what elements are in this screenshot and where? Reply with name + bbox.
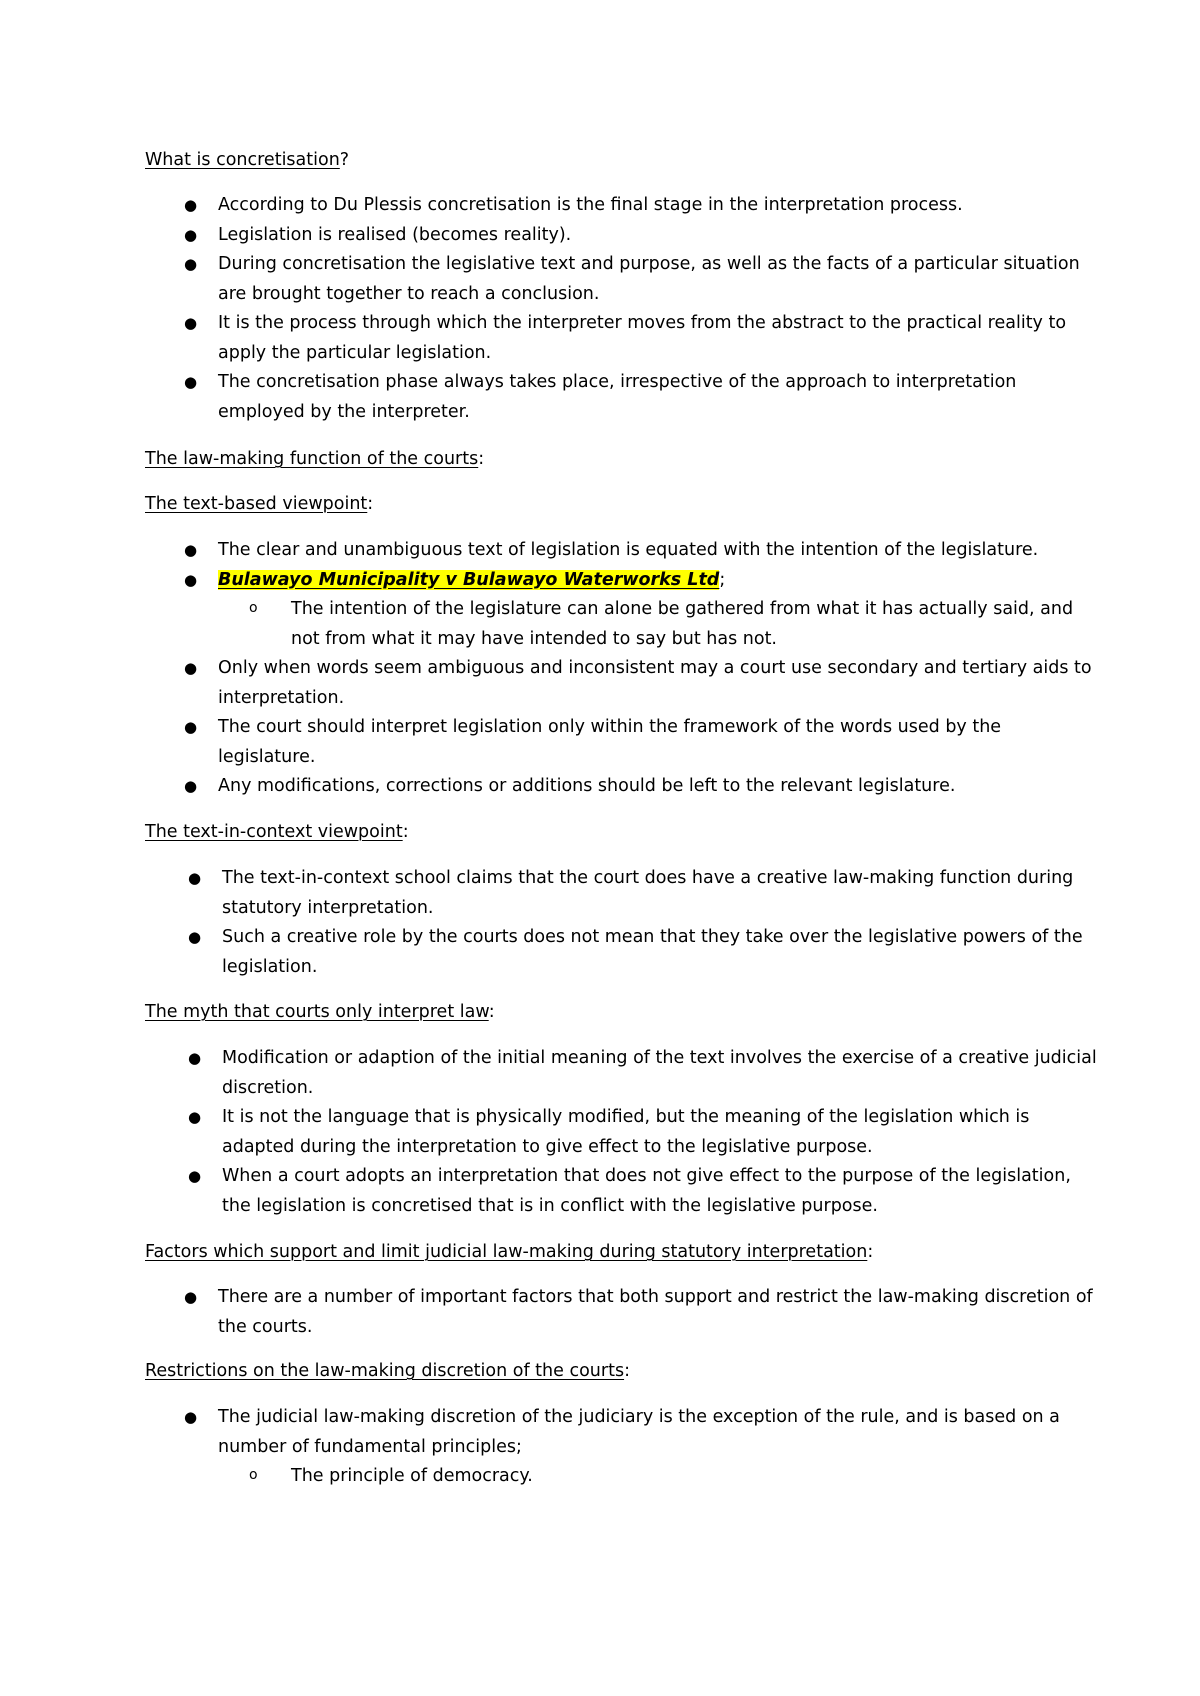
sub-bullet-icon: o xyxy=(249,600,258,616)
bullet-icon: ● xyxy=(184,196,198,214)
bullet-icon: ● xyxy=(184,541,198,559)
bullet-icon: ● xyxy=(184,1408,198,1426)
restrictions-list xyxy=(0,1403,1098,1492)
list-item: ● It is not the language that is physically modified, but the meaning of the legislation which is adapted during the interpretation to give effect to the legislative purpose. xyxy=(0,1103,1098,1162)
bullet-icon: ● xyxy=(184,225,198,244)
list-item: ● Bulawayo Municipality v Bulawayo Waterworks Ltd; xyxy=(0,566,1098,596)
section-heading-text-based: The text-based viewpoint: xyxy=(145,494,374,514)
list-item: ● The text-in-context school claims that the court does have a creative law-making function during statutory interpretation. xyxy=(0,864,1098,923)
section-heading-concretisation: What is concretisation? xyxy=(145,150,350,170)
list-item: ● The concretisation phase always takes place, irrespective of the approach to interpretation employed by the interpreter. xyxy=(0,368,1098,427)
list-item: ● Such a creative role by the courts does not mean that they take over the legislative powers of the legislation. xyxy=(0,923,1098,982)
sub-list-item: o The principle of democracy. xyxy=(0,1462,1091,1492)
bullet-icon: ● xyxy=(184,659,198,677)
section-heading-myth: The myth that courts only interpret law: xyxy=(145,1002,495,1022)
bullet-icon: ● xyxy=(188,928,202,946)
list-item: ● There are a number of important factors that both support and restrict the law-making discretion of the courts. xyxy=(0,1283,1098,1342)
bullet-icon: ● xyxy=(188,1049,202,1067)
list-item: ● The court should interpret legislation only within the framework of the words used by the legislature. xyxy=(0,713,1098,772)
bullet-icon: ● xyxy=(184,373,198,391)
text-based-list xyxy=(0,536,1098,802)
list-item: ● According to Du Plessis concretisation is the final stage in the interpretation process. xyxy=(0,191,1098,221)
list-item: ● Legislation is realised (becomes reality). xyxy=(0,221,1098,251)
case-citation: Bulawayo Municipality v Bulawayo Waterworks Ltd xyxy=(218,569,720,590)
bullet-icon: ● xyxy=(188,1167,202,1185)
sub-list-item: o The intention of the legislature can alone be gathered from what it has actually said, and not from what it may have intended to say but has not. xyxy=(0,595,1091,654)
section-heading-factors: Factors which support and limit judicial law-making during statutory interpretation: xyxy=(145,1242,874,1262)
list-item: ● Any modifications, corrections or additions should be left to the relevant legislature. xyxy=(0,772,1098,802)
list-item: ● Only when words seem ambiguous and inconsistent may a court use secondary and tertiary aids to interpretation. xyxy=(0,654,1098,713)
bullet-icon: ● xyxy=(188,869,202,887)
bullet-icon: ● xyxy=(188,1108,202,1126)
list-item: ● When a court adopts an interpretation that does not give effect to the purpose of the legislation, the legislation is concretised that is in conflict with the legislative purpose. xyxy=(0,1162,1098,1221)
section-heading-law-making: The law-making function of the courts: xyxy=(145,449,485,469)
list-item: ● It is the process through which the interpreter moves from the abstract to the practical reality to apply the particular legislation. xyxy=(0,309,1098,368)
concretisation-list xyxy=(0,191,1098,427)
list-item: ● During concretisation the legislative text and purpose, as well as the facts of a particular situation are brought together to reach a conclusion. xyxy=(0,250,1098,309)
bullet-icon: ● xyxy=(184,1288,198,1306)
sub-bullet-icon: o xyxy=(249,1467,258,1483)
section-heading-text-in-context: The text-in-context viewpoint: xyxy=(145,822,409,842)
myth-list xyxy=(0,1044,1098,1221)
bullet-icon: ● xyxy=(184,777,198,795)
list-item: ● The clear and unambiguous text of legislation is equated with the intention of the legislature. xyxy=(0,536,1098,566)
bullet-icon: ● xyxy=(184,255,198,273)
text-in-context-list xyxy=(0,864,1098,982)
bullet-icon: ● xyxy=(184,570,198,589)
list-item: ● Modification or adaption of the initial meaning of the text involves the exercise of a creative judicial discretion. xyxy=(0,1044,1098,1103)
bullet-icon: ● xyxy=(184,718,198,736)
section-heading-restrictions: Restrictions on the law-making discretion of the courts: xyxy=(145,1361,630,1381)
list-item: ● The judicial law-making discretion of the judiciary is the exception of the rule, and is based on a number of fundamental principles; xyxy=(0,1403,1098,1462)
bullet-icon: ● xyxy=(184,314,198,332)
factors-list xyxy=(0,1283,1098,1342)
